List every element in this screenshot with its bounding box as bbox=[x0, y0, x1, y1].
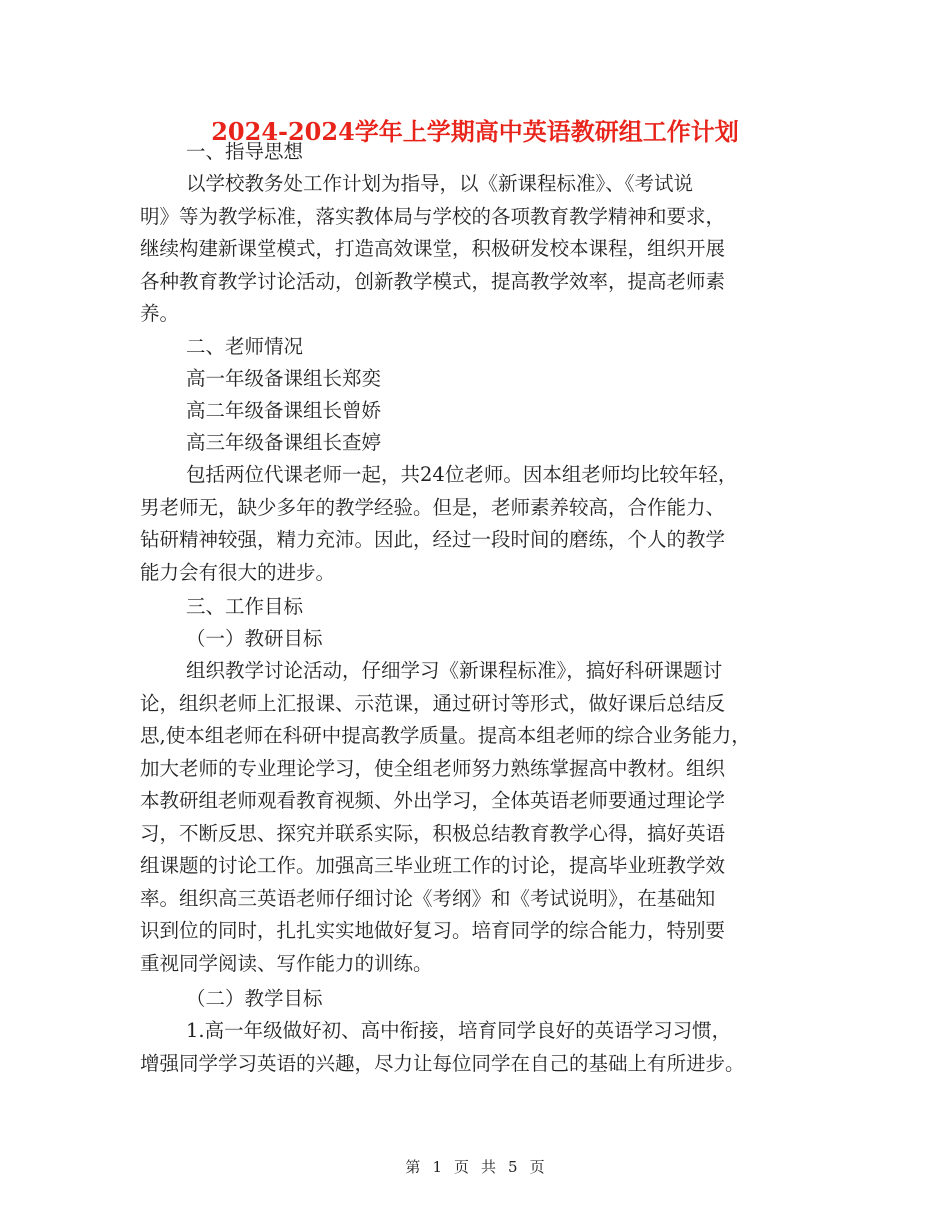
text-line: 能力会有很大的进步。 bbox=[140, 560, 336, 584]
text-line: 养。 bbox=[140, 302, 180, 325]
text-line: 男老师无，缺少多年的教学经验。但是，老师素养较高，合作能力、 bbox=[140, 495, 726, 519]
page-footer bbox=[0, 1156, 950, 1177]
text-line: 习，不断反思、探究并联系实际，积极总结教育教学心得，搞好英语 bbox=[140, 821, 726, 845]
footer-gong: 共 bbox=[481, 1158, 497, 1176]
document-title: 2024-2024学年上学期高中英语教研组工作计划 bbox=[211, 117, 739, 146]
footer-ye2: 页 bbox=[529, 1158, 545, 1176]
text-line: 各种教育教学讨论活动，创新教学模式，提高教学效率，提高老师素 bbox=[140, 269, 726, 293]
page-total: 5 bbox=[508, 1158, 518, 1176]
subsection-heading-research-goals: （一）教研目标 bbox=[186, 627, 323, 650]
footer-di: 第 bbox=[405, 1158, 421, 1176]
text-line: 组织教学讨论活动，仔细学习《新课程标准》，搞好科研课题讨 bbox=[186, 659, 723, 682]
grade-two-leader: 高二年级备课组长曾娇 bbox=[186, 399, 382, 422]
text-line: 率。组织高三英语老师仔细讨论《考纲》和《考试说明》，在基础知 bbox=[140, 886, 716, 910]
text-line: 包括两位代课老师一起，共24位老师。因本组老师均比较年轻， bbox=[186, 463, 738, 486]
section-heading-teacher-situation: 二、老师情况 bbox=[186, 335, 304, 358]
text-line: 1.高一年级做好初、高中衔接，培育同学良好的英语学习习惯， bbox=[186, 1019, 732, 1042]
text-line: 识到位的同时，扎扎实实地做好复习。培育同学的综合能力，特别要 bbox=[140, 919, 726, 942]
paragraph-teaching-goals bbox=[140, 1015, 745, 1080]
subsection-heading-teaching-goals: （二）教学目标 bbox=[186, 987, 323, 1010]
text-line: 继续构建新课堂模式，打造高效课堂，积极研发校本课程，组织开展 bbox=[140, 237, 726, 260]
text-line: 重视同学阅读、写作能力的训练。 bbox=[140, 951, 433, 975]
paragraph-guiding-ideology bbox=[140, 168, 725, 331]
text-line: 论，组织老师上汇报课、示范课，通过研讨等形式，做好课后总结反 bbox=[140, 691, 726, 715]
paragraph-research-goals bbox=[140, 655, 751, 980]
grade-one-leader: 高一年级备课组长郑奕 bbox=[186, 367, 382, 390]
text-line: 组课题的讨论工作。加强高三毕业班工作的讨论，提高毕业班教学效 bbox=[140, 854, 726, 877]
text-line: 思,使本组老师在科研中提高教学质量。提高本组老师的综合业务能力， bbox=[140, 724, 751, 747]
text-line: 增强同学学习英语的兴趣，尽力让每位同学在自己的基础上有所进步。 bbox=[140, 1051, 745, 1075]
section-heading-guiding-ideology: 一、指导思想 bbox=[186, 140, 304, 163]
text-line: 以学校教务处工作计划为指导，以《新课程标准》、《考试说 bbox=[186, 172, 694, 195]
text-line: 本教研组老师观看教育视频、外出学习，全体英语老师要通过理论学 bbox=[140, 789, 726, 812]
page-number: 1 bbox=[432, 1158, 442, 1176]
text-line: 明》等为教学标准，落实教体局与学校的各项教育教学精神和要求， bbox=[140, 204, 726, 228]
section-heading-work-goals: 三、工作目标 bbox=[186, 595, 304, 618]
text-line: 加大老师的专业理论学习，使全组老师努力熟练掌握高中教材。组织 bbox=[140, 756, 726, 780]
grade-three-leader: 高三年级备课组长查婷 bbox=[186, 431, 382, 454]
text-line: 钻研精神较强，精力充沛。因此，经过一段时间的磨练，个人的教学 bbox=[140, 528, 726, 551]
footer-ye: 页 bbox=[453, 1158, 469, 1176]
paragraph-teacher-situation bbox=[140, 459, 737, 589]
